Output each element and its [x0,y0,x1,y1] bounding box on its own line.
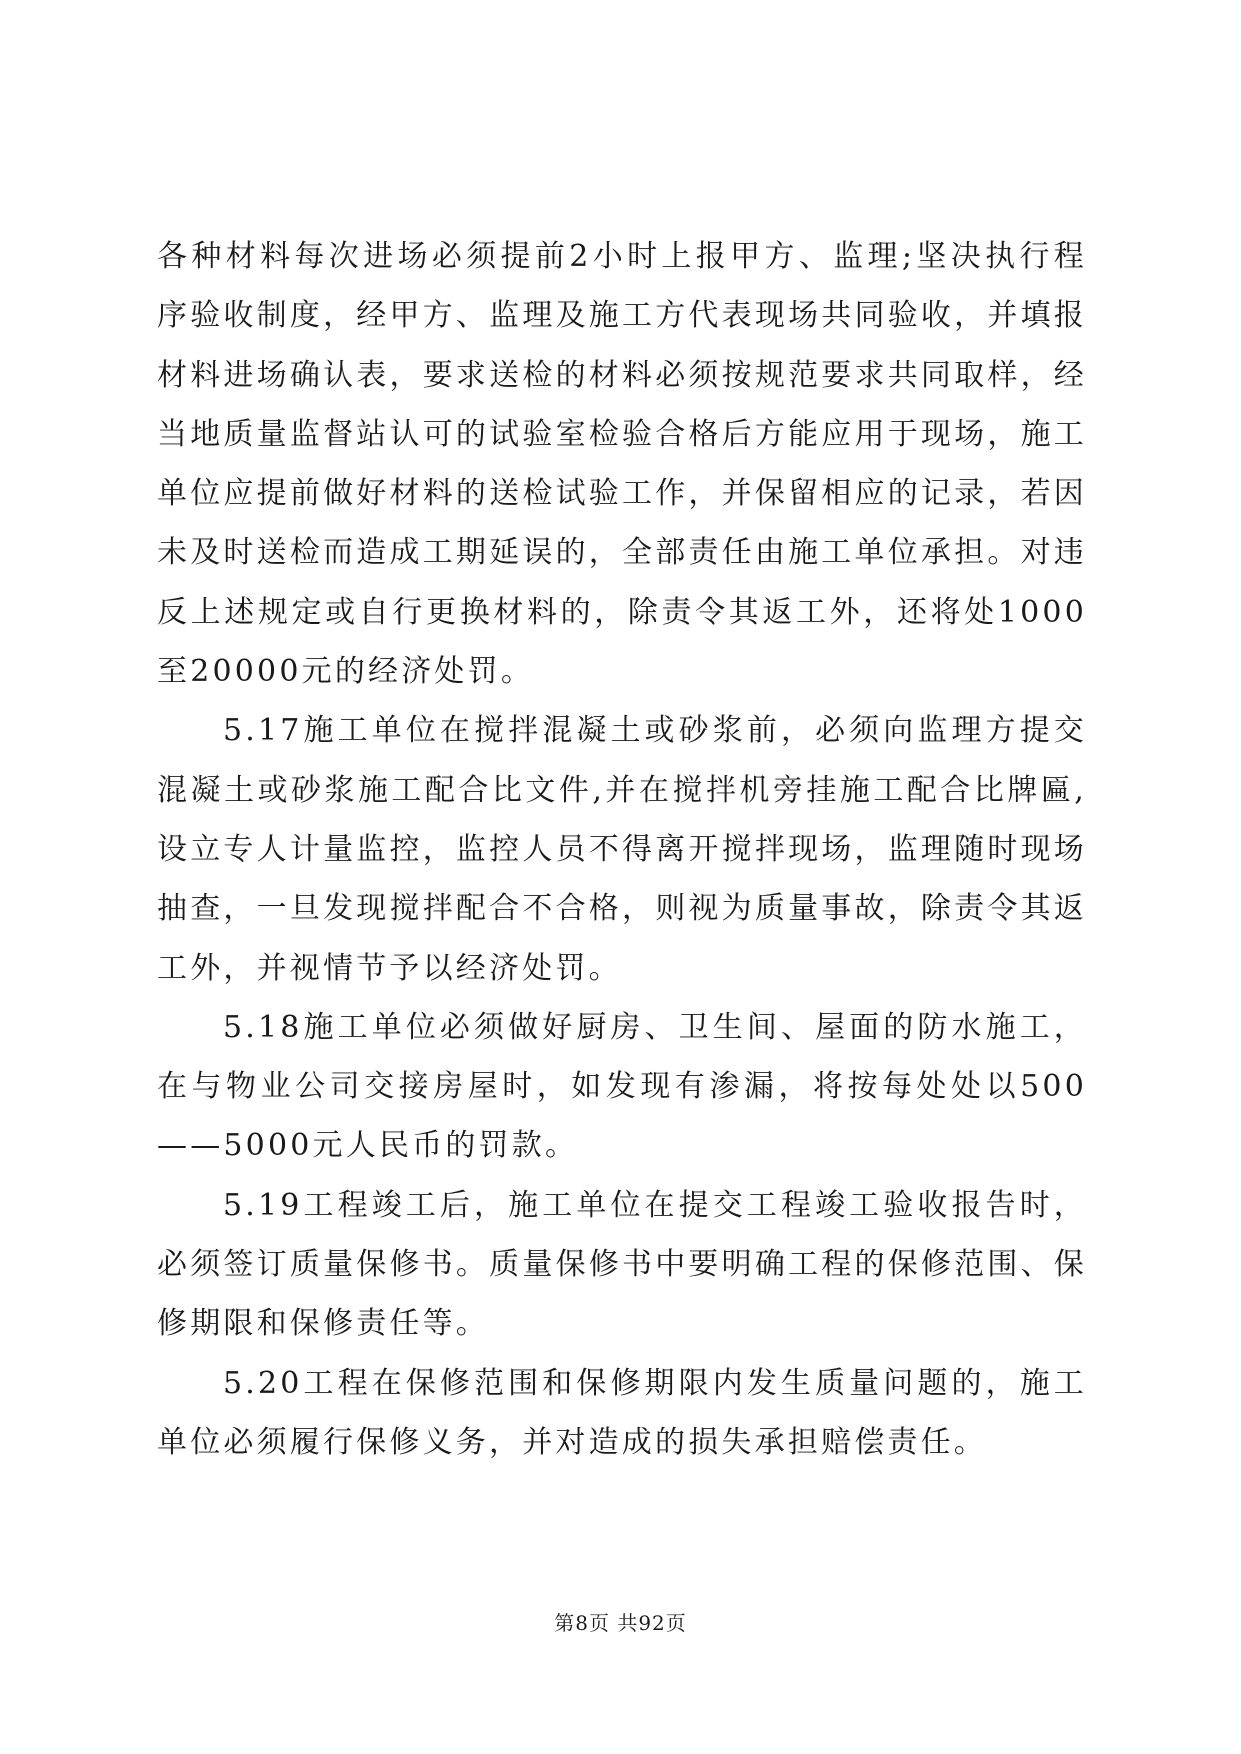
document-body [157,227,1087,1472]
paragraph-5-18: 5.18施工单位必须做好厨房、卫生间、屋面的防水施工，在与物业公司交接房屋时，如发现有渗漏，将按每处处以500——5000元人民币的罚款。 [157,1009,1087,1164]
page-footer: 第8页 共92页 [554,1611,687,1635]
paragraph-5-17: 5.17施工单位在搅拌混凝土或砂浆前，必须向监理方提交混凝土或砂浆施工配合比文件,并在搅拌机旁挂施工配合比牌匾,设立专人计量监控，监控人员不得离开搅拌现场，监理随时现场抽查，一旦发现搅拌配合不合格，则视为质量事故，除责令其返工外，并视情节予以经济处罚。 [157,713,1087,986]
paragraph-5-19: 5.19工程竣工后，施工单位在提交工程竣工验收报告时，必须签订质量保修书。质量保修书中要明确工程的保修范围、保修期限和保修责任等。 [157,1187,1087,1342]
paragraph-5-20: 5.20工程在保修范围和保修期限内发生质量问题的，施工单位必须履行保修义务，并对造成的损失承担赔偿责任。 [157,1365,1087,1460]
paragraph-material-inspection: 各种材料每次进场必须提前2小时上报甲方、监理;坚决执行程序验收制度，经甲方、监理及施工方代表现场共同验收，并填报材料进场确认表，要求送检的材料必须按规范要求共同取样，经当地质量监督站认可的试验室检验合格后方能应用于现场，施工单位应提前做好材料的送检试验工作，并保留相应的记录，若因未及时送检而造成工期延误的，全部责任由施工单位承担。对违反上述规定或自行更换材料的，除责令其返工外，还将处1000至20000元的经济处罚。 [157,239,1087,690]
